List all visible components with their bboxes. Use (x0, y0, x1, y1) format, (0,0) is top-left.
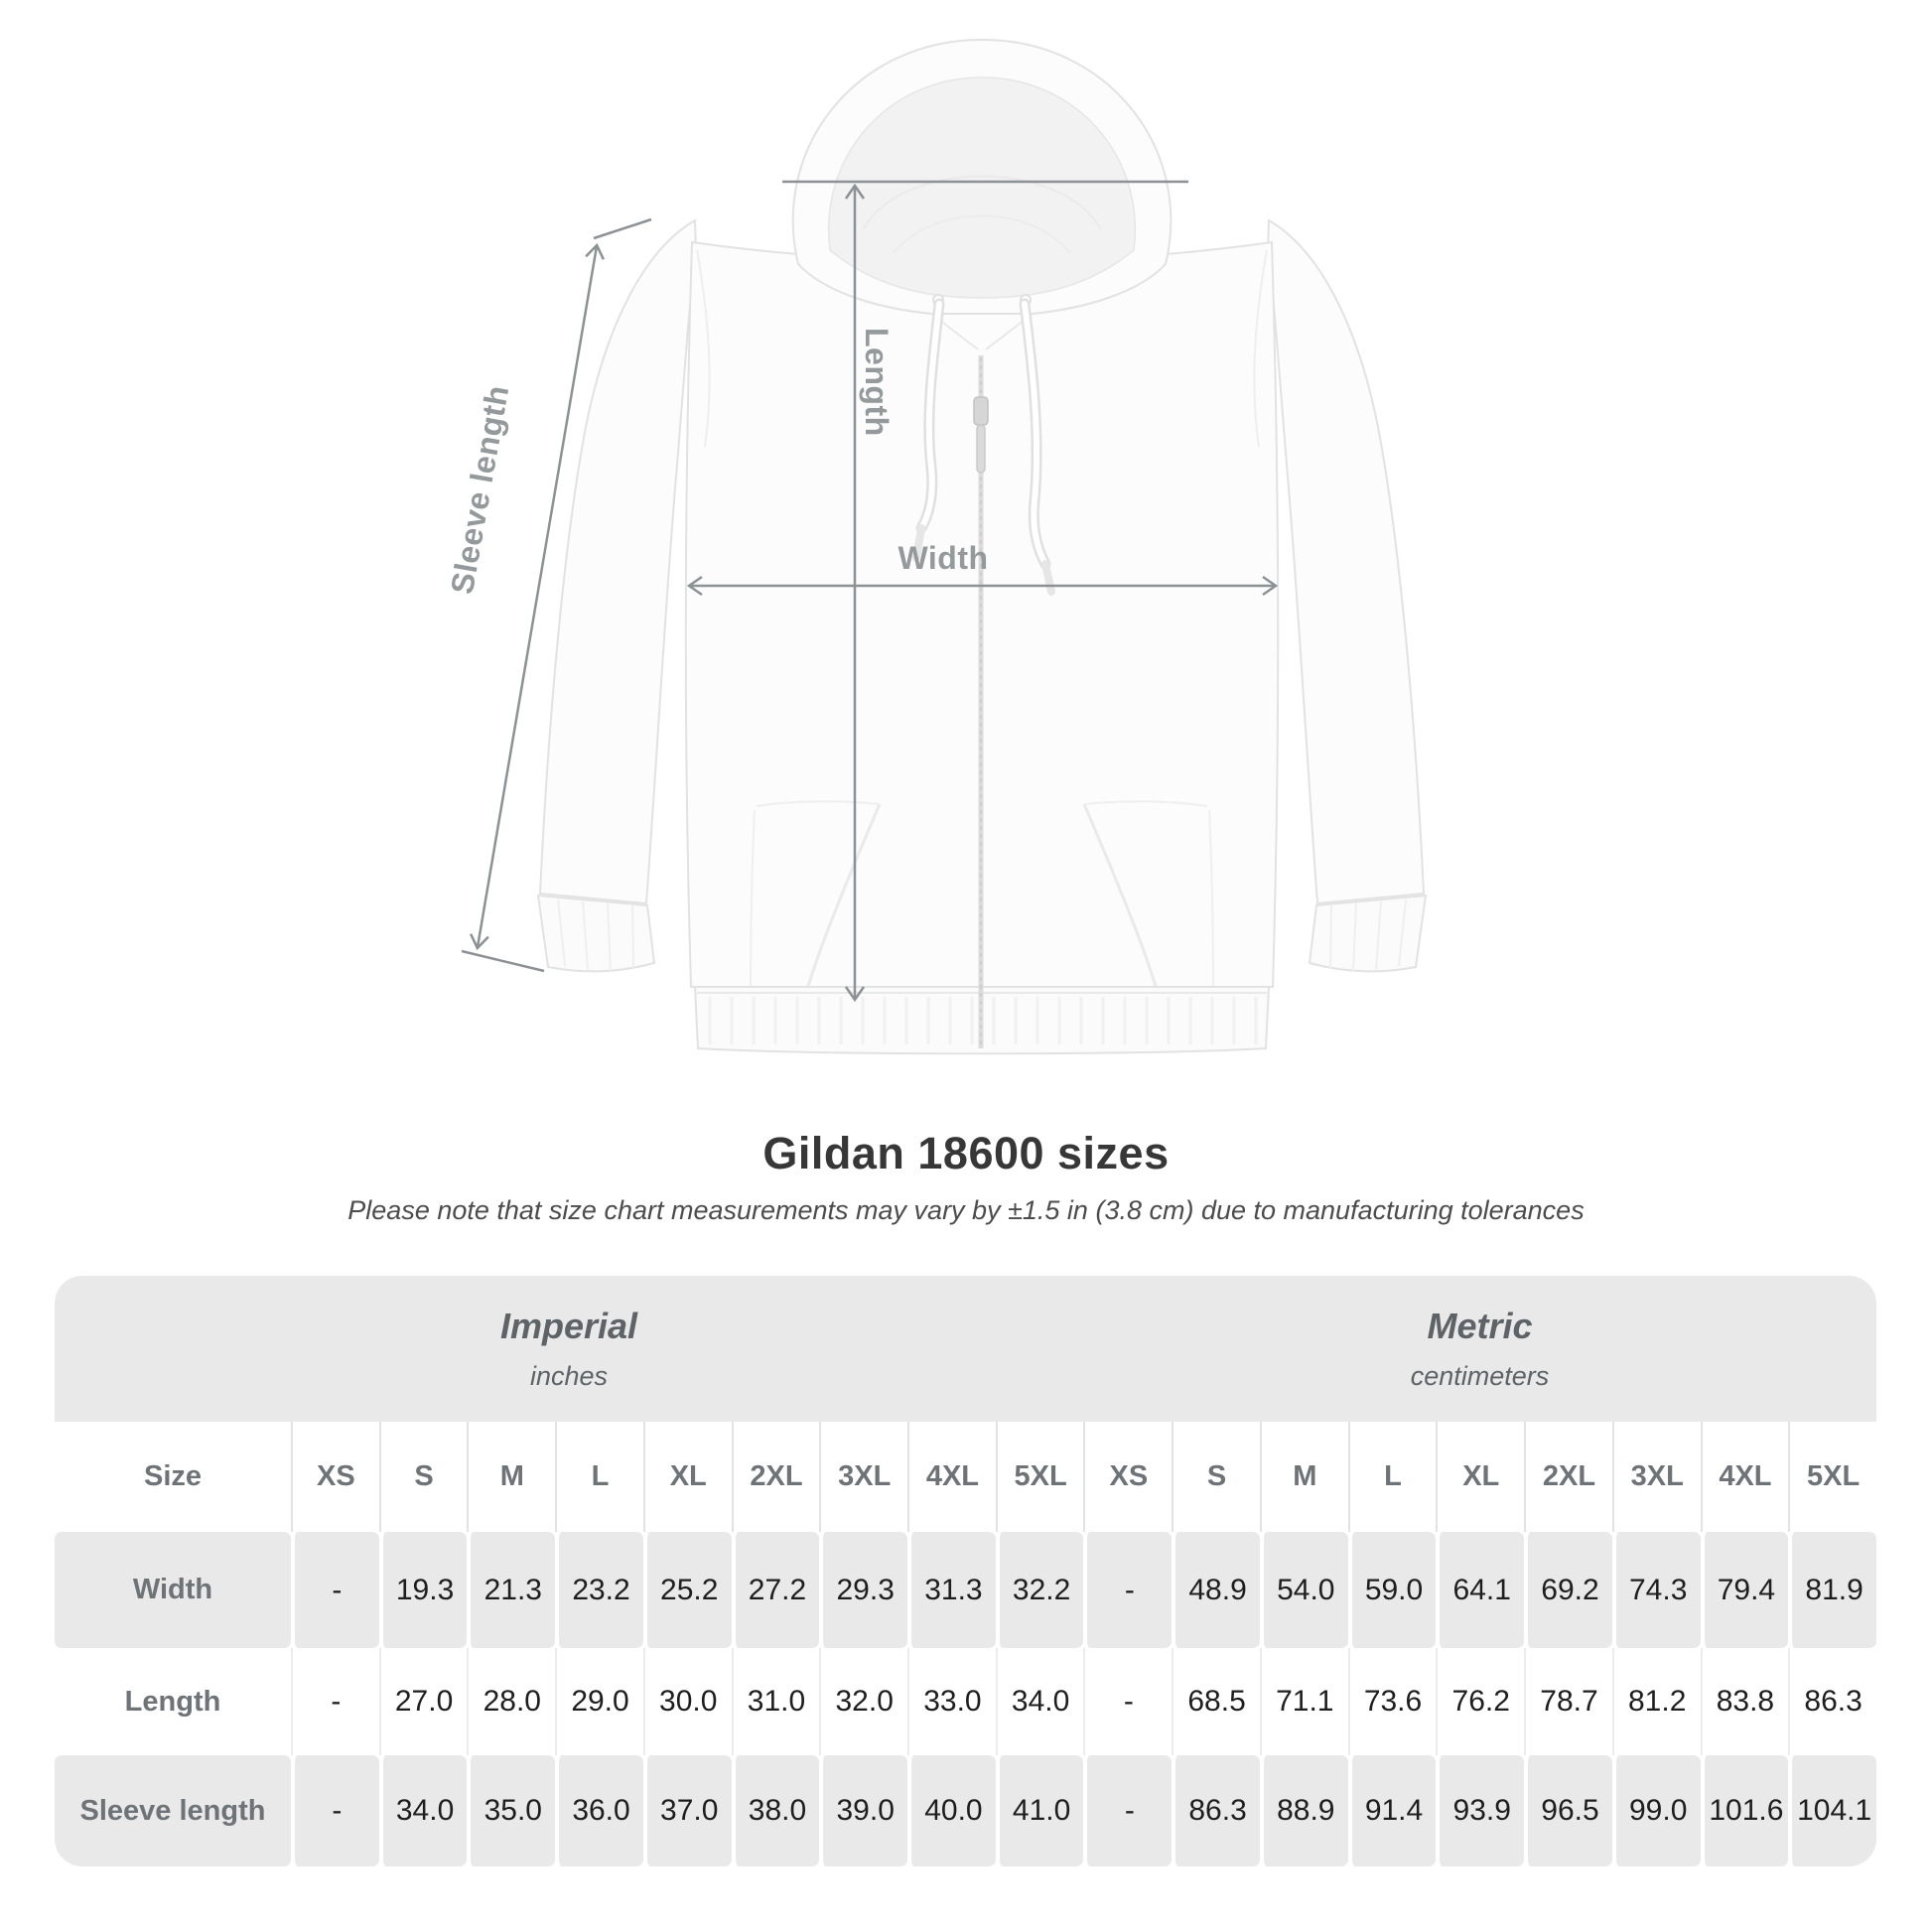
cell-sleeve-length-imperial-l: 36.0 (555, 1755, 643, 1866)
zipper-pull (977, 425, 985, 473)
size-header-imperial-m: M (467, 1422, 555, 1532)
row-label-length: Length (55, 1648, 291, 1755)
unit-group-band (55, 1276, 1876, 1422)
sleeve-length-label: Sleeve length (443, 382, 516, 597)
size-header-imperial-4xl: 4XL (907, 1422, 996, 1532)
cell-width-metric-4xl: 79.4 (1701, 1532, 1789, 1648)
cell-length-metric-4xl: 83.8 (1701, 1648, 1789, 1755)
hoodie-right-sleeve (1268, 220, 1424, 903)
size-header-imperial-2xl: 2XL (732, 1422, 820, 1532)
cell-sleeve-length-metric-xl: 93.9 (1436, 1755, 1524, 1866)
row-label-sleeve-length: Sleeve length (55, 1755, 291, 1866)
size-header-imperial-l: L (555, 1422, 643, 1532)
cell-width-imperial-5xl: 32.2 (996, 1532, 1084, 1648)
cell-sleeve-length-imperial-m: 35.0 (467, 1755, 555, 1866)
size-header-metric-2xl: 2XL (1524, 1422, 1612, 1532)
cell-width-metric-5xl: 81.9 (1788, 1532, 1876, 1648)
cell-width-imperial-4xl: 31.3 (907, 1532, 996, 1648)
hoodie-right-cuff (1310, 896, 1426, 971)
size-header-metric-xl: XL (1436, 1422, 1524, 1532)
row-label-width: Width (55, 1532, 291, 1648)
size-header-imperial-xs: XS (291, 1422, 379, 1532)
imperial-group-header (55, 1276, 1083, 1422)
cell-length-imperial-5xl: 34.0 (996, 1648, 1084, 1755)
imperial-label: Imperial (499, 1306, 638, 1346)
cell-length-metric-2xl: 78.7 (1524, 1648, 1612, 1755)
size-header-metric-l: L (1348, 1422, 1437, 1532)
size-header-metric-5xl: 5XL (1788, 1422, 1876, 1532)
metric-unit-label: centimeters (1410, 1361, 1550, 1391)
cell-width-imperial-l: 23.2 (555, 1532, 643, 1648)
cell-sleeve-length-imperial-3xl: 39.0 (819, 1755, 907, 1866)
heading-block (0, 1128, 1932, 1226)
cell-width-metric-xl: 64.1 (1436, 1532, 1524, 1648)
hoodie-left-cuff (538, 896, 654, 971)
cell-sleeve-length-imperial-s: 34.0 (379, 1755, 468, 1866)
page-subtitle: Please note that size chart measurements may vary by ±1.5 in (3.8 cm) due to manufacturing tolerances (347, 1195, 1585, 1225)
cell-length-imperial-xs: - (291, 1648, 379, 1755)
cell-width-metric-l: 59.0 (1348, 1532, 1437, 1648)
cell-length-metric-s: 68.5 (1172, 1648, 1260, 1755)
cell-length-imperial-xl: 30.0 (643, 1648, 732, 1755)
cell-length-metric-m: 71.1 (1260, 1648, 1348, 1755)
sleeve-bottom-tick (462, 951, 544, 971)
cell-width-metric-2xl: 69.2 (1524, 1532, 1612, 1648)
hoodie-left-sleeve (540, 220, 696, 903)
size-header-metric-4xl: 4XL (1701, 1422, 1789, 1532)
cell-length-metric-xl: 76.2 (1436, 1648, 1524, 1755)
size-table (55, 1276, 1876, 1866)
size-header-imperial-5xl: 5XL (996, 1422, 1084, 1532)
cell-sleeve-length-imperial-xs: - (291, 1755, 379, 1866)
cell-length-imperial-3xl: 32.0 (819, 1648, 907, 1755)
length-label: Length (859, 328, 895, 437)
width-label: Width (897, 540, 989, 576)
zipper-slider (974, 397, 988, 425)
cell-width-imperial-xs: - (291, 1532, 379, 1648)
metric-label: Metric (1427, 1306, 1533, 1346)
cell-length-imperial-4xl: 33.0 (907, 1648, 996, 1755)
cell-length-metric-3xl: 81.2 (1612, 1648, 1701, 1755)
cell-width-imperial-xl: 25.2 (643, 1532, 732, 1648)
size-header-imperial-xl: XL (643, 1422, 732, 1532)
metric-group-header (1083, 1276, 1876, 1422)
size-header-metric-s: S (1172, 1422, 1260, 1532)
cell-width-imperial-2xl: 27.2 (732, 1532, 820, 1648)
cell-length-imperial-l: 29.0 (555, 1648, 643, 1755)
cell-sleeve-length-metric-2xl: 96.5 (1524, 1755, 1612, 1866)
cell-width-metric-xs: - (1083, 1532, 1172, 1648)
size-header-imperial-3xl: 3XL (819, 1422, 907, 1532)
cell-width-imperial-3xl: 29.3 (819, 1532, 907, 1648)
cell-sleeve-length-metric-4xl: 101.6 (1701, 1755, 1789, 1866)
imperial-unit-label: inches (529, 1361, 609, 1391)
size-header-metric-xs: XS (1083, 1422, 1172, 1532)
cell-length-imperial-s: 27.0 (379, 1648, 468, 1755)
cell-sleeve-length-imperial-2xl: 38.0 (732, 1755, 820, 1866)
cell-sleeve-length-metric-xs: - (1083, 1755, 1172, 1866)
cell-length-imperial-2xl: 31.0 (732, 1648, 820, 1755)
cell-length-metric-5xl: 86.3 (1788, 1648, 1876, 1755)
cell-sleeve-length-imperial-xl: 37.0 (643, 1755, 732, 1866)
page-title: Gildan 18600 sizes (762, 1128, 1170, 1178)
cell-sleeve-length-imperial-5xl: 41.0 (996, 1755, 1084, 1866)
cell-sleeve-length-imperial-4xl: 40.0 (907, 1755, 996, 1866)
cell-sleeve-length-metric-5xl: 104.1 (1788, 1755, 1876, 1866)
size-header-metric-m: M (1260, 1422, 1348, 1532)
size-column-header: Size (55, 1422, 291, 1532)
sleeve-top-tick (594, 219, 651, 238)
cell-width-metric-m: 54.0 (1260, 1532, 1348, 1648)
cell-sleeve-length-metric-m: 88.9 (1260, 1755, 1348, 1866)
cell-length-metric-xs: - (1083, 1648, 1172, 1755)
size-table-grid (55, 1422, 1876, 1866)
size-header-imperial-s: S (379, 1422, 468, 1532)
cell-width-metric-s: 48.9 (1172, 1532, 1260, 1648)
size-header-metric-3xl: 3XL (1612, 1422, 1701, 1532)
cell-width-imperial-s: 19.3 (379, 1532, 468, 1648)
cell-sleeve-length-metric-l: 91.4 (1348, 1755, 1437, 1866)
cell-length-imperial-m: 28.0 (467, 1648, 555, 1755)
cell-length-metric-l: 73.6 (1348, 1648, 1437, 1755)
cell-width-metric-3xl: 74.3 (1612, 1532, 1701, 1648)
cell-sleeve-length-metric-3xl: 99.0 (1612, 1755, 1701, 1866)
cell-width-imperial-m: 21.3 (467, 1532, 555, 1648)
cell-sleeve-length-metric-s: 86.3 (1172, 1755, 1260, 1866)
